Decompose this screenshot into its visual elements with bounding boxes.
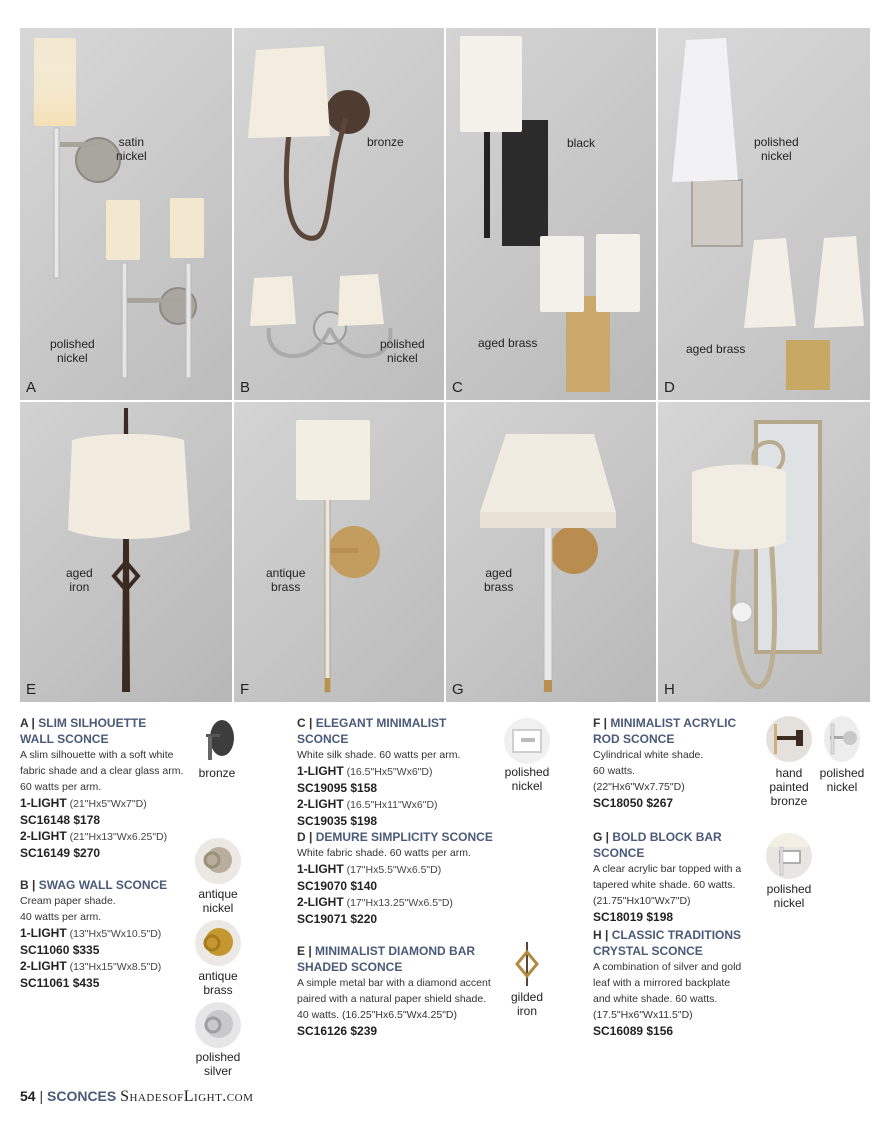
product-g — [593, 829, 768, 925]
site-url[interactable]: ShadesofLight.com — [120, 1088, 254, 1105]
option-label: 1-LIGHT — [20, 796, 67, 810]
sku-price[interactable]: SC16126 $239 — [297, 1024, 378, 1038]
swatch-label: polished nickel — [819, 766, 865, 794]
product-letter: F | — [593, 716, 608, 730]
option-label: 2-LIGHT — [20, 959, 67, 973]
photo-f[interactable] — [234, 402, 444, 702]
product-title[interactable] — [297, 715, 497, 747]
product-h — [593, 927, 768, 1039]
product-letter: A | — [20, 716, 35, 730]
photo-letter: C — [452, 379, 463, 396]
description-line: (17.5"Hx6"Wx11.5"D) — [593, 1009, 693, 1021]
finish-label: satin nickel — [116, 135, 147, 163]
product-title[interactable] — [20, 715, 200, 731]
product-title[interactable] — [593, 927, 768, 943]
option-label: 2-LIGHT — [20, 829, 67, 843]
finish-label: antique brass — [266, 566, 306, 594]
swatch-label: polished silver — [195, 1050, 241, 1078]
option-dims: (13"Hx5"Wx10.5"D) — [69, 928, 162, 940]
option-label: 1-LIGHT — [20, 926, 67, 940]
swatch-label: antique brass — [198, 969, 238, 997]
product-d — [297, 829, 497, 927]
photo-c[interactable] — [446, 28, 656, 400]
title-line-2: SHADED SCONCE — [297, 960, 403, 974]
product-c — [297, 715, 497, 829]
swatch-polished-nickel[interactable] — [824, 716, 860, 762]
swatch-bronze[interactable] — [200, 716, 234, 764]
product-title[interactable] — [297, 943, 502, 959]
finish-label: aged iron — [66, 566, 93, 594]
title-line: SWAG WALL SCONCE — [38, 878, 168, 892]
swatch-antique-brass[interactable] — [195, 920, 241, 966]
sku-price[interactable]: SC19095 $158 — [297, 781, 378, 795]
title-line: MINIMALIST ACRYLIC — [610, 716, 737, 730]
swatch-label: bronze — [198, 766, 236, 780]
description-line: White silk shade. 60 watts per arm. — [297, 749, 461, 761]
option-dims: (16.5"Hx11"Wx6"D) — [346, 799, 438, 811]
product-letter: B | — [20, 878, 36, 892]
product-letter: E | — [297, 944, 312, 958]
sku-price[interactable]: SC18050 $267 — [593, 796, 674, 810]
sku-price[interactable]: SC18019 $198 — [593, 910, 674, 924]
sconce-h-image — [658, 402, 870, 702]
photo-d[interactable] — [658, 28, 870, 400]
swatch-hand-painted-bronze[interactable] — [766, 716, 812, 762]
description-line: A simple metal bar with a diamond accent — [297, 977, 491, 989]
option-dims: (16.5"Hx5"Wx6"D) — [346, 766, 433, 778]
sku-price[interactable]: SC11061 $435 — [20, 976, 100, 990]
description-line: (22"Hx6"Wx7.75"D) — [593, 781, 685, 793]
option-label: 1-LIGHT — [297, 764, 344, 778]
footer-separator: | — [39, 1088, 44, 1104]
sku-price[interactable]: SC19070 $140 — [297, 879, 378, 893]
product-letter: H | — [593, 928, 609, 942]
sconce-g-image — [446, 402, 656, 702]
title-line: CLASSIC TRADITIONS — [611, 928, 742, 942]
sku-price[interactable]: SC16089 $156 — [593, 1024, 674, 1038]
description-line: A combination of silver and gold — [593, 961, 742, 973]
sku-price[interactable]: SC16148 $178 — [20, 813, 101, 827]
description-line: 40 watts per arm. — [20, 911, 102, 923]
photo-b[interactable] — [234, 28, 444, 400]
title-line-2: CRYSTAL SCONCE — [593, 944, 703, 958]
finish-label: black — [567, 136, 596, 150]
description-line: fabric shade and a clear glass arm. — [20, 765, 184, 777]
photo-letter: D — [664, 379, 675, 396]
swatch-label: polished nickel — [504, 765, 550, 793]
finish-label: aged brass — [484, 566, 514, 594]
swatch-label: polished nickel — [766, 882, 812, 910]
description-line: Cylindrical white shade. — [593, 749, 704, 761]
page-footer — [20, 1088, 253, 1106]
product-b — [20, 877, 200, 991]
description-line: 60 watts. — [593, 765, 636, 777]
description-line: paired with a natural paper shield shade. — [297, 993, 487, 1005]
sku-price[interactable]: SC16149 $270 — [20, 846, 101, 860]
finish-label: aged brass — [686, 342, 746, 356]
photo-letter: B — [240, 379, 251, 396]
description-line: Cream paper shade. — [20, 895, 116, 907]
swatch-polished-nickel[interactable] — [504, 718, 550, 764]
description-line: and white shade. 60 watts. — [593, 993, 718, 1005]
photo-letter: H — [664, 681, 675, 698]
option-label: 2-LIGHT — [297, 895, 344, 909]
description-line: White fabric shade. 60 watts per arm. — [297, 847, 471, 859]
finish-label: polished nickel — [754, 135, 799, 163]
description-line: A clear acrylic bar topped with a — [593, 863, 742, 875]
photo-letter: A — [26, 379, 37, 396]
swatch-label: gilded iron — [510, 990, 544, 1018]
description-line: leaf with a mirrored backplate — [593, 977, 731, 989]
photo-letter: F — [240, 681, 250, 698]
title-line-2: ROD SCONCE — [593, 732, 675, 746]
finish-label: bronze — [367, 135, 404, 149]
sconce-e-image — [20, 402, 232, 702]
title-line: SLIM SILHOUETTE — [38, 716, 147, 730]
option-dims: (17"Hx5.5"Wx6.5"D) — [346, 864, 442, 876]
title-line: BOLD BLOCK BAR SCONCE — [593, 830, 722, 860]
sku-price[interactable]: SC19071 $220 — [297, 912, 378, 926]
finish-label: aged brass — [478, 336, 538, 350]
product-title[interactable] — [593, 829, 768, 861]
product-e — [297, 943, 502, 1039]
option-dims: (21"Hx13"Wx6.25"D) — [69, 831, 168, 843]
swatch-label: antique nickel — [198, 887, 238, 915]
description-line: (21.75"Hx10"Wx7"D) — [593, 895, 691, 907]
product-title[interactable] — [593, 715, 763, 731]
option-dims: (17"Hx13.25"Wx6.5"D) — [346, 897, 453, 909]
swatch-polished-silver[interactable] — [195, 1002, 241, 1048]
description-line: A slim silhouette with a soft white — [20, 749, 174, 761]
swatch-label: hand painted bronze — [769, 766, 809, 808]
page-number: 54 — [20, 1088, 36, 1104]
photo-g[interactable] — [446, 402, 656, 702]
product-title[interactable] — [20, 877, 200, 893]
section-name: SCONCES — [47, 1088, 117, 1104]
photo-a[interactable] — [20, 28, 232, 400]
photo-letter: G — [452, 681, 464, 698]
title-line: MINIMALIST DIAMOND BAR — [315, 944, 476, 958]
product-letter: D | — [297, 830, 313, 844]
product-letter: C | — [297, 716, 313, 730]
description-line: 40 watts. (16.25"Hx6.5"Wx4.25"D) — [297, 1009, 457, 1021]
photo-e[interactable] — [20, 402, 232, 702]
product-a — [20, 715, 200, 861]
swatch-gilded-iron[interactable] — [512, 942, 542, 986]
swatch-polished-nickel[interactable] — [766, 833, 812, 879]
photo-h[interactable] — [658, 402, 870, 702]
sku-price[interactable]: SC19035 $198 — [297, 814, 378, 828]
sconce-f-image — [234, 402, 444, 702]
description-line: 60 watts per arm. — [20, 781, 102, 793]
sku-price[interactable]: SC11060 $335 — [20, 943, 100, 957]
swatch-antique-nickel[interactable] — [195, 838, 241, 884]
product-title[interactable] — [297, 829, 497, 845]
title-line: DEMURE SIMPLICITY SCONCE — [315, 830, 493, 844]
photo-letter: E — [26, 681, 37, 698]
title-line-2: WALL SCONCE — [20, 732, 109, 746]
option-label: 1-LIGHT — [297, 862, 344, 876]
finish-label: polished nickel — [380, 337, 425, 365]
option-dims: (21"Hx5"Wx7"D) — [69, 798, 147, 810]
product-letter: G | — [593, 830, 610, 844]
finish-label: polished nickel — [50, 337, 95, 365]
description-line: tapered white shade. 60 watts. — [593, 879, 736, 891]
title-line: ELEGANT MINIMALIST SCONCE — [297, 716, 447, 746]
option-dims: (13"Hx15"Wx8.5"D) — [69, 961, 162, 973]
product-f — [593, 715, 763, 811]
option-label: 2-LIGHT — [297, 797, 344, 811]
